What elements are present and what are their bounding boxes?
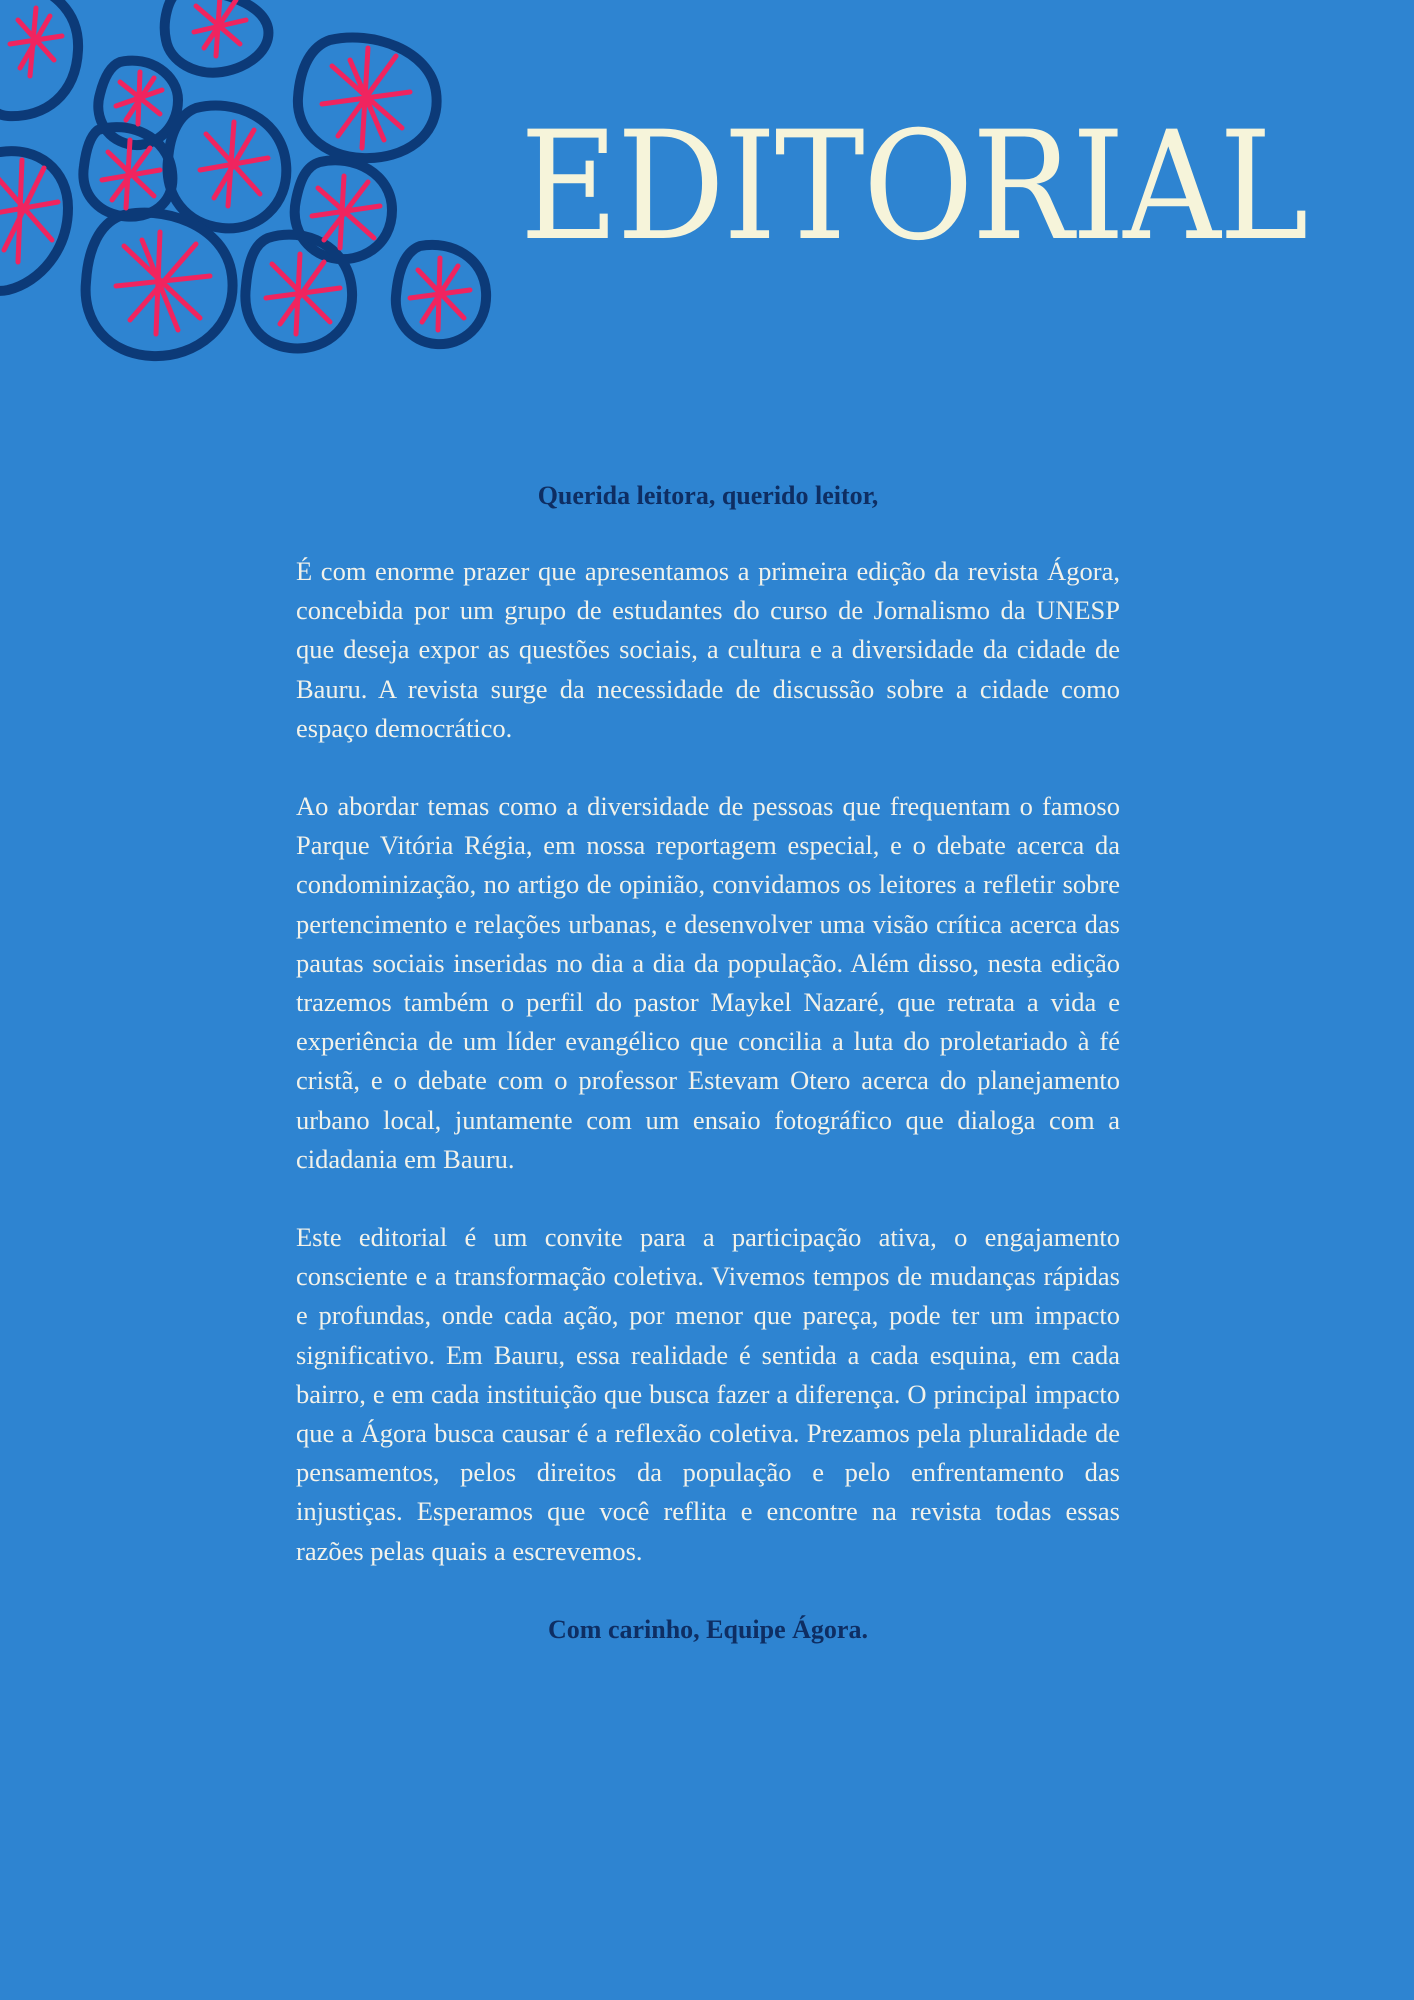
paragraph-2: Ao abordar temas como a diversidade de pessoas que frequentam o famoso Parque Vitória Régia, em nossa reportagem especial, e o debate acerca da condominização, no artigo de opinião, convidamos os leitores a refletir sobre pertencimento e relações urbanas, e desenvolver uma visão crítica acerca das pautas sociais inseridas no dia a dia da população. Além disso, nesta edição trazemos também o perfil do pastor Maykel Nazaré, que retrata a vida e experiência de um líder evangélico que concilia a luta do proletariado à fé cristã, e o debate com o professor Estevam Otero acerca do planejamento urbano local, juntamente com um ensaio fotográfico que dialoga com a cidadania em Bauru.: [296, 791, 1120, 1174]
page-title: EDITORIAL: [520, 100, 1307, 274]
greeting: Querida leitora, querido leitor,: [537, 481, 879, 510]
editorial-letter: [296, 476, 1120, 1650]
paragraph-3: Este editorial é um convite para a participação ativa, o engajamento consciente e a transformação coletiva. Vivemos tempos de mudanças rápidas e profundas, onde cada ação, por menor que pareça, pode ter um impacto significativo. Em Bauru, essa realidade é sentida a cada esquina, em cada bairro, e em cada instituição que busca fazer a diferença. O principal impacto que a Ágora busca causar é a reflexão coletiva. Prezamos pela pluralidade de pensamentos, pelos direitos da população e pelo enfrentamento das injustiças. Esperamos que você reflita e encontre na revista todas essas razões pelas quais a escrevemos.: [296, 1222, 1120, 1566]
paragraph-1: É com enorme prazer que apresentamos a primeira edição da revista Ágora, concebida por um grupo de estudantes do curso de Jornalismo da UNESP que deseja expor as questões sociais, a cultura e a diversidade da cidade de Bauru. A revista surge da necessidade de discussão sobre a cidade como espaço democrático.: [296, 556, 1120, 743]
circles-with-stars-icon: [0, 0, 520, 380]
signoff: Com carinho, Equipe Ágora.: [548, 1614, 868, 1644]
